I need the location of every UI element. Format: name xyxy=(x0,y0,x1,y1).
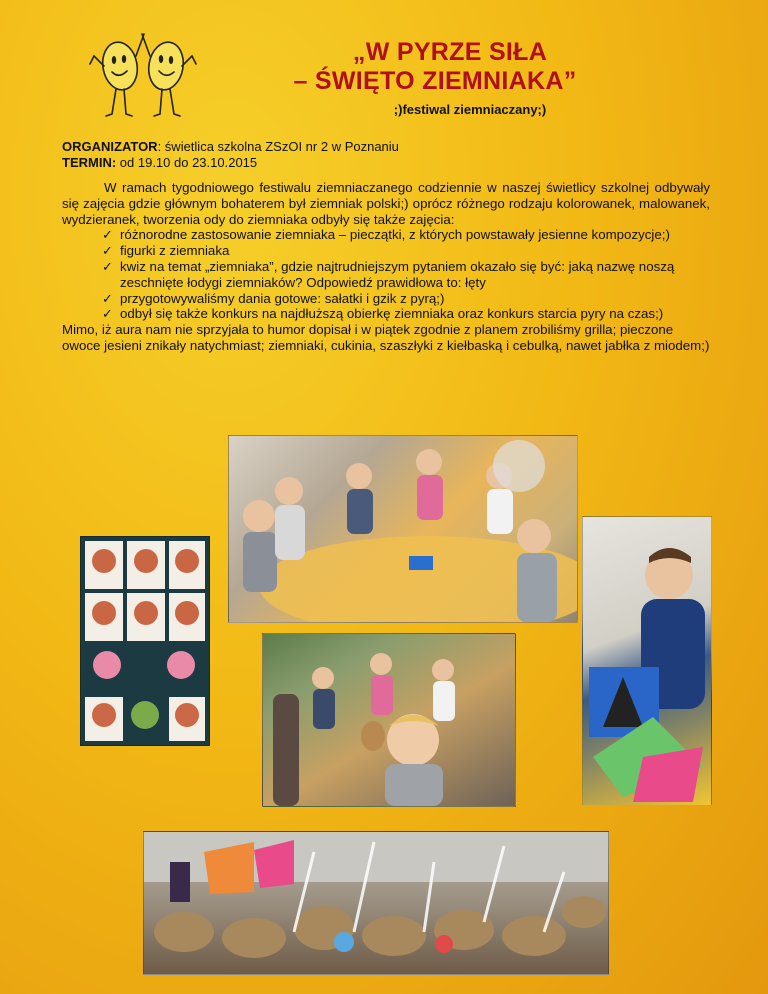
photo-smiling-boy-with-potato xyxy=(262,633,516,807)
event-meta xyxy=(62,139,399,171)
potato-mascots-image xyxy=(88,26,198,122)
list-item: ✓ różnorodne zastosowanie ziemniaka – pieczątki, z których powstawały jesienne kompozycje;) xyxy=(102,227,670,243)
photo-potato-figurines xyxy=(143,831,609,975)
list-item: ✓ figurki z ziemniaka xyxy=(102,243,230,259)
body-text xyxy=(62,180,710,354)
title-block xyxy=(260,38,640,117)
checkmark-icon: ✓ xyxy=(102,258,113,274)
checkmark-icon: ✓ xyxy=(102,290,113,306)
activities-list xyxy=(62,227,710,322)
checkmark-icon: ✓ xyxy=(102,243,113,259)
photo-autumn-artwork-wall xyxy=(80,536,210,746)
title-line-2: – ŚWIĘTO ZIEMNIAKA” xyxy=(293,67,577,95)
intro-paragraph: W ramach tygodniowego festiwalu ziemniaczanego codziennie w naszej świetlicy szkolnej odbywały się zajęcia gdzie głównym bohaterem był ziemniak polski;) oprócz różnego rodzaju kolorowanek, malowanek, wydzieranek, tworzenia ody do ziemniaka odbyły się także zajęcia: xyxy=(62,180,710,227)
outro-paragraph: Mimo, iż aura nam nie sprzyjała to humor dopisał i w piątek zgodnie z planem zrobiliśmy grilla; pieczone owoce jesieni znikały natychmiast; ziemniaki, cukinia, szaszłyki z kiełbaską i cebulką, nawet jabłka z miodem;) xyxy=(62,322,710,353)
date-value: od 19.10 do 23.10.2015 xyxy=(116,155,258,170)
date-line xyxy=(62,155,399,171)
list-item: ✓ odbył się także konkurs na najdłuższą obierkę ziemniaka oraz konkurs starcia pyry na czas;) xyxy=(102,306,664,322)
list-item: ✓ kwiz na temat „ziemniaka”, gdzie najtrudniejszym pytaniem okazało się być: jaką nazwę noszą zeschnięte łodygi ziemniaków? Odpowiedź prawidłowa to: łęty xyxy=(102,258,675,290)
checkmark-icon: ✓ xyxy=(102,306,113,322)
list-item: ✓ przygotowywaliśmy dania gotowe: sałatki i gzik z pyrą;) xyxy=(102,290,445,306)
photo-children-at-table xyxy=(228,435,578,623)
date-label: TERMIN: xyxy=(62,155,117,170)
checkmark-icon: ✓ xyxy=(102,227,113,243)
photo-boy-with-artwork xyxy=(582,516,712,806)
subtitle: ;)festiwal ziemniaczany;) xyxy=(393,102,547,117)
organizer-line xyxy=(62,139,399,155)
title-line-1: „W PYRZE SIŁA xyxy=(352,38,548,66)
organizer-value: : świetlica szkolna ZSzOI nr 2 w Poznaniu xyxy=(157,139,399,154)
organizer-label: ORGANIZATOR xyxy=(62,139,158,154)
